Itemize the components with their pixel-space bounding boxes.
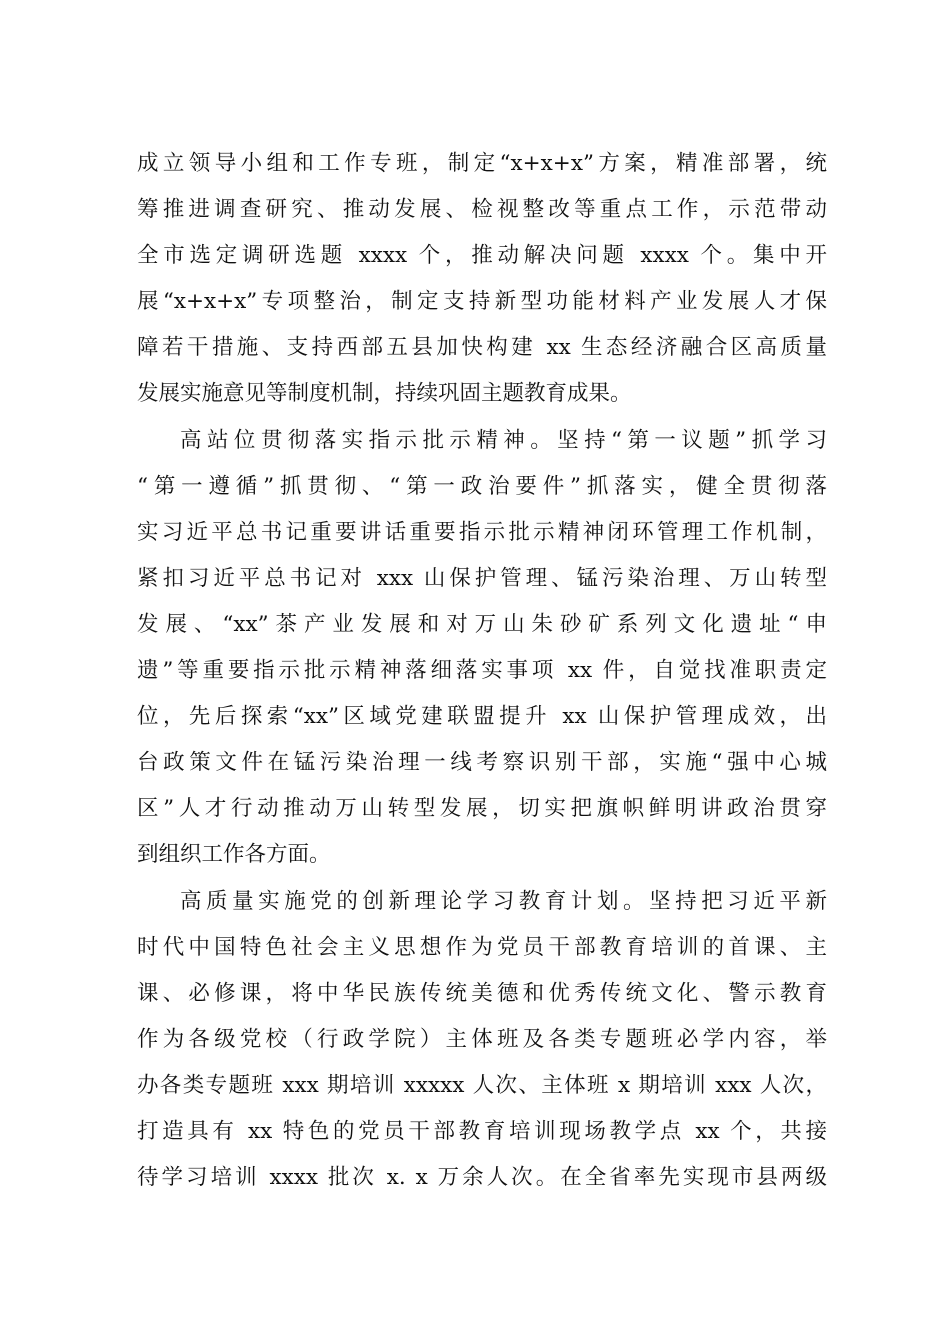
text-line: 发展实施意见等制度机制，持续巩固主题教育成果。 bbox=[137, 381, 632, 407]
text-line: 打造具有 xx 特色的党员干部教育培训现场教学点 xx 个，共接 bbox=[137, 1118, 827, 1144]
paragraph-1 bbox=[137, 141, 827, 418]
text-line: “第一遵循”抓贯彻、“第一政治要件”抓落实，健全贯彻落 bbox=[137, 473, 827, 499]
text-line: 紧扣习近平总书记对 xxx 山保护管理、锰污染治理、万山转型 bbox=[137, 565, 827, 591]
text-line: 筹推进调查研究、推动发展、检视整改等重点工作，示范带动 bbox=[137, 197, 827, 223]
text-line: 展“x+x+x”专项整治，制定支持新型功能材料产业发展人才保 bbox=[137, 289, 827, 315]
text-line: 办各类专题班 xxx 期培训 xxxxx 人次、主体班 x 期培训 xxx 人次， bbox=[137, 1072, 827, 1098]
text-line: 全市选定调研选题 xxxx 个，推动解决问题 xxxx 个。集中开 bbox=[137, 243, 827, 269]
text-line: 时代中国特色社会主义思想作为党员干部教育培训的首课、主 bbox=[137, 934, 827, 960]
text-line: 待学习培训 xxxx 批次 x. x 万余人次。在全省率先实现市县两级 bbox=[137, 1165, 827, 1191]
paragraph-2 bbox=[137, 418, 827, 879]
text-line: 发展、“xx”茶产业发展和对万山朱砂矿系列文化遗址“申 bbox=[137, 611, 827, 637]
text-line: 高站位贯彻落实指示批示精神。坚持“第一议题”抓学习 bbox=[180, 427, 827, 453]
text-line: 高质量实施党的创新理论学习教育计划。坚持把习近平新 bbox=[180, 888, 827, 914]
text-line: 障若干措施、支持西部五县加快构建 xx 生态经济融合区高质量 bbox=[137, 335, 827, 361]
text-line: 区”人才行动推动万山转型发展，切实把旗帜鲜明讲政治贯穿 bbox=[137, 796, 827, 822]
text-line: 台政策文件在锰污染治理一线考察识别干部，实施“强中心城 bbox=[137, 750, 827, 776]
text-line: 到组织工作各方面。 bbox=[137, 842, 331, 868]
text-line: 课、必修课，将中华民族传统美德和优秀传统文化、警示教育 bbox=[137, 980, 827, 1006]
text-line: 遗”等重要指示批示精神落细落实事项 xx 件，自觉找准职责定 bbox=[137, 658, 827, 684]
text-line: 成立领导小组和工作专班，制定“x+x+x”方案，精准部署，统 bbox=[137, 151, 827, 176]
paragraph-3 bbox=[137, 879, 827, 1202]
document-body bbox=[137, 141, 827, 1201]
text-line: 实习近平总书记重要讲话重要指示批示精神闭环管理工作机制， bbox=[137, 519, 827, 545]
text-line: 位，先后探索“xx”区域党建联盟提升 xx 山保护管理成效，出 bbox=[137, 704, 827, 730]
text-line: 作为各级党校（行政学院）主体班及各类专题班必学内容，举 bbox=[137, 1026, 827, 1052]
